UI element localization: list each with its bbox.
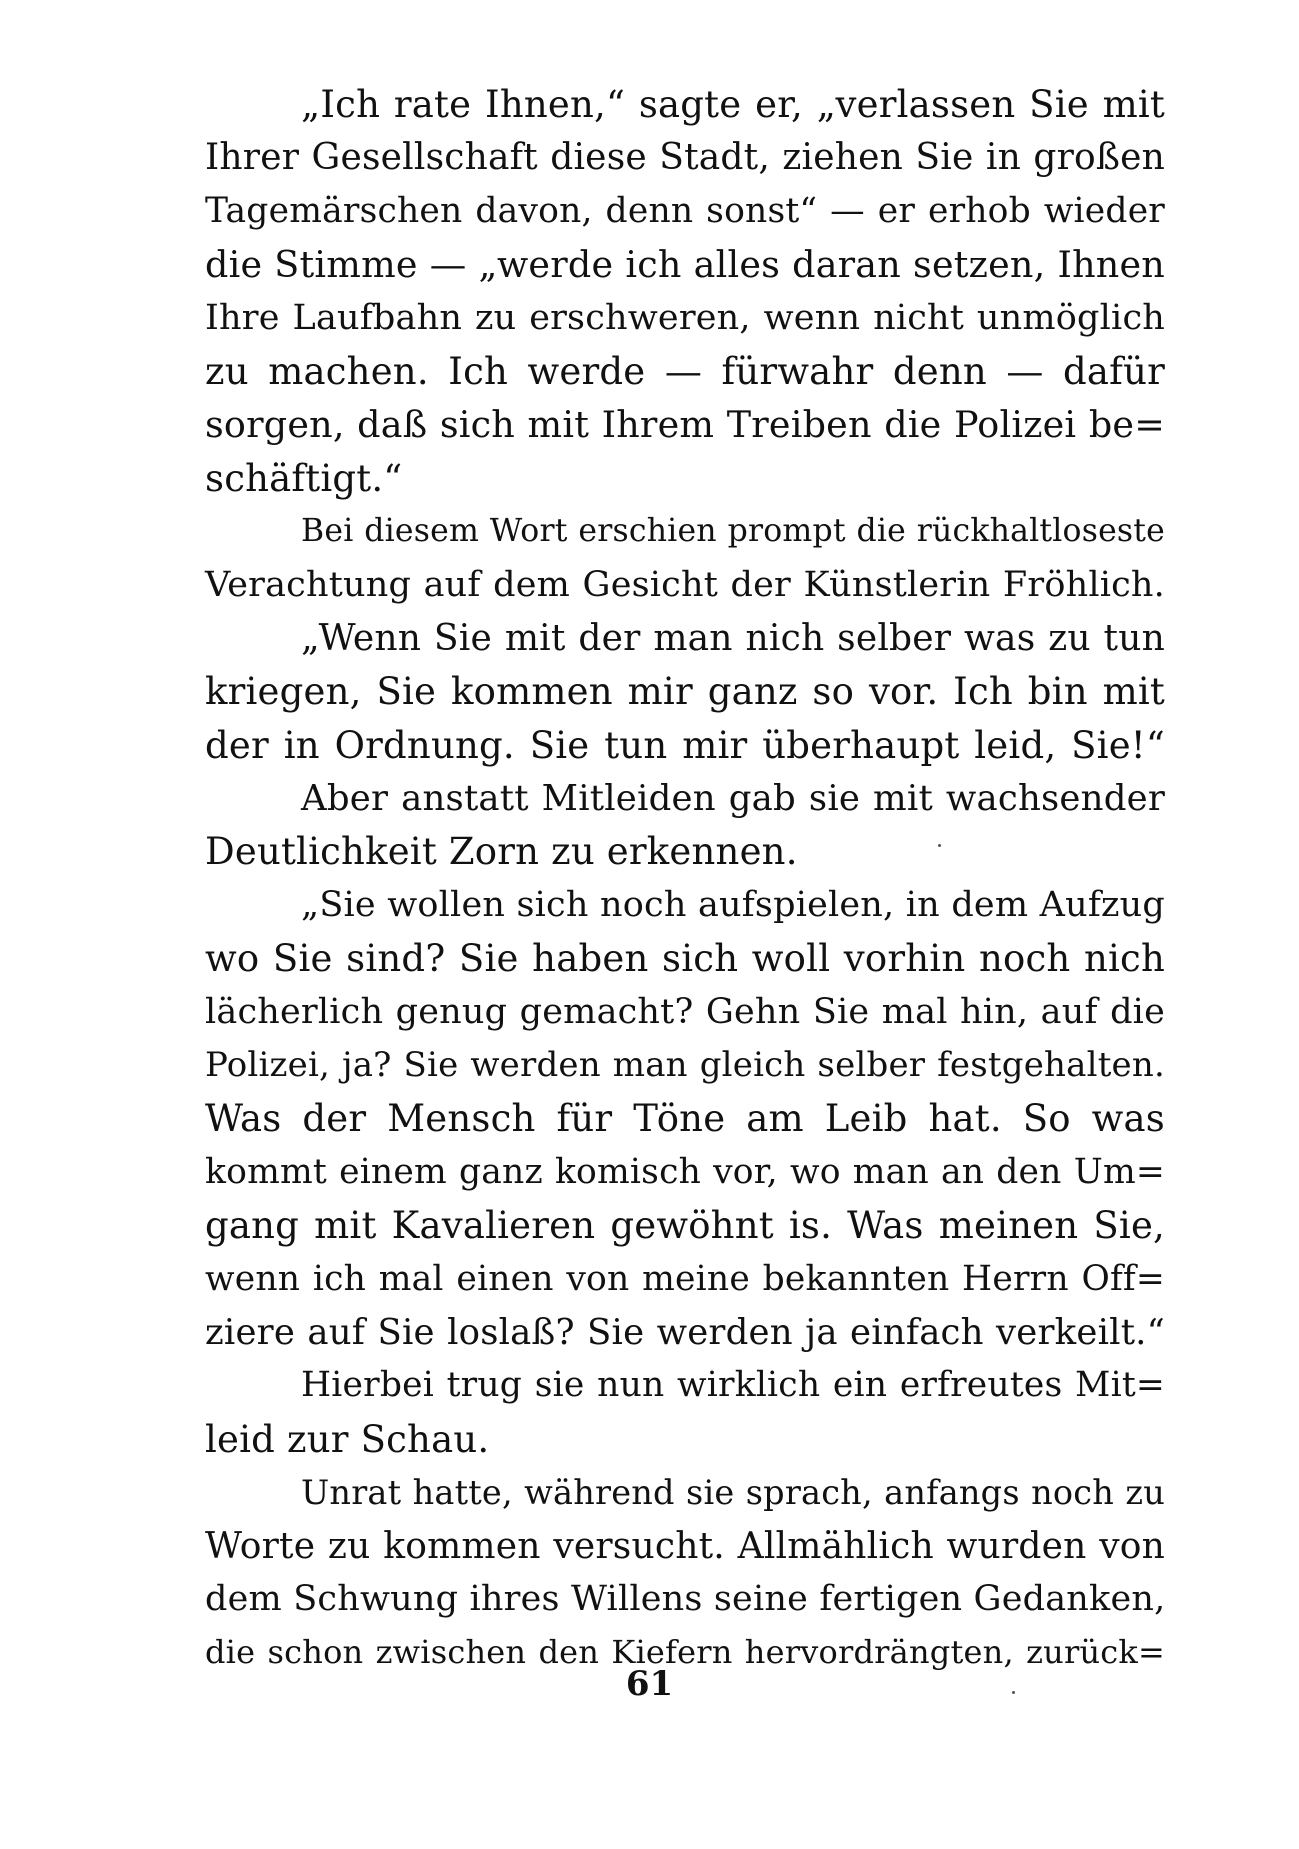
- print-speck: [938, 844, 941, 847]
- text-line: Hierbei trug sie nun wirklich ein erfreutes Mit=: [301, 1365, 1165, 1406]
- text-line: dem Schwung ihres Willens seine fertigen Gedanken,: [205, 1578, 1166, 1619]
- text-line: leid zur Schau.: [205, 1417, 490, 1461]
- text-line: Tagemärschen davon, denn sonst“ — er erhob wieder: [205, 190, 1165, 231]
- text-line: „Wenn Sie mit der man nich selber was zu tun: [301, 617, 1165, 659]
- body-text: [205, 78, 1165, 1680]
- text-line: schäftigt.“: [205, 456, 403, 500]
- text-line: die schon zwischen den Kiefern hervordrängten, zurück=: [205, 1633, 1165, 1672]
- text-line: Deutlichkeit Zorn zu erkennen.: [205, 830, 798, 874]
- text-line: „Ich rate Ihnen,“ sagte er, „verlassen Sie mit: [301, 83, 1165, 126]
- text-line: Polizei, ja? Sie werden man gleich selber festgehalten.: [205, 1045, 1165, 1086]
- text-line: zu machen. Ich werde — fürwahr denn — dafür: [205, 349, 1165, 393]
- text-line: gang mit Kavalieren gewöhnt is. Was meinen Sie,: [205, 1204, 1165, 1248]
- text-line: lächerlich genug gemacht? Gehn Sie mal hin, auf die: [205, 991, 1165, 1032]
- text-line: wo Sie sind? Sie haben sich woll vorhin noch nich: [205, 937, 1165, 981]
- text-line: Ihre Laufbahn zu erschweren, wenn nicht unmöglich: [205, 297, 1165, 338]
- text-line: kommt einem ganz komisch vor, wo man an den Um=: [205, 1151, 1165, 1192]
- text-line: Was der Mensch für Töne am Leib hat. So was: [205, 1097, 1165, 1141]
- text-line: Bei diesem Wort erschien prompt die rückhaltloseste: [301, 513, 1165, 550]
- text-line: kriegen, Sie kommen mir ganz so vor. Ich bin mit: [205, 670, 1165, 714]
- text-line: Unrat hatte, während sie sprach, anfangs noch zu: [301, 1473, 1165, 1513]
- text-line: wenn ich mal einen von meine bekannten Herrn Off=: [205, 1258, 1165, 1299]
- text-line: Verachtung auf dem Gesicht der Künstlerin Fröhlich.: [205, 564, 1165, 605]
- text-line: der in Ordnung. Sie tun mir überhaupt leid, Sie!“: [205, 723, 1165, 767]
- text-line: sorgen, daß sich mit Ihrem Treiben die Polizei be=: [205, 403, 1165, 447]
- page-number: 61: [625, 1664, 674, 1704]
- print-speck: [1012, 1691, 1015, 1694]
- text-line: ziere auf Sie loslaß? Sie werden ja einfach verkeilt.“: [205, 1311, 1165, 1353]
- text-line: Worte zu kommen versucht. Allmählich wurden von: [205, 1525, 1165, 1567]
- text-line: Ihrer Gesellschaft diese Stadt, ziehen Sie in großen: [205, 137, 1165, 179]
- text-line: „Sie wollen sich noch aufspielen, in dem Aufzug: [301, 884, 1165, 925]
- text-line: Aber anstatt Mitleiden gab sie mit wachsender: [301, 778, 1165, 820]
- text-line: die Stimme — „werde ich alles daran setzen, Ihnen: [205, 243, 1165, 287]
